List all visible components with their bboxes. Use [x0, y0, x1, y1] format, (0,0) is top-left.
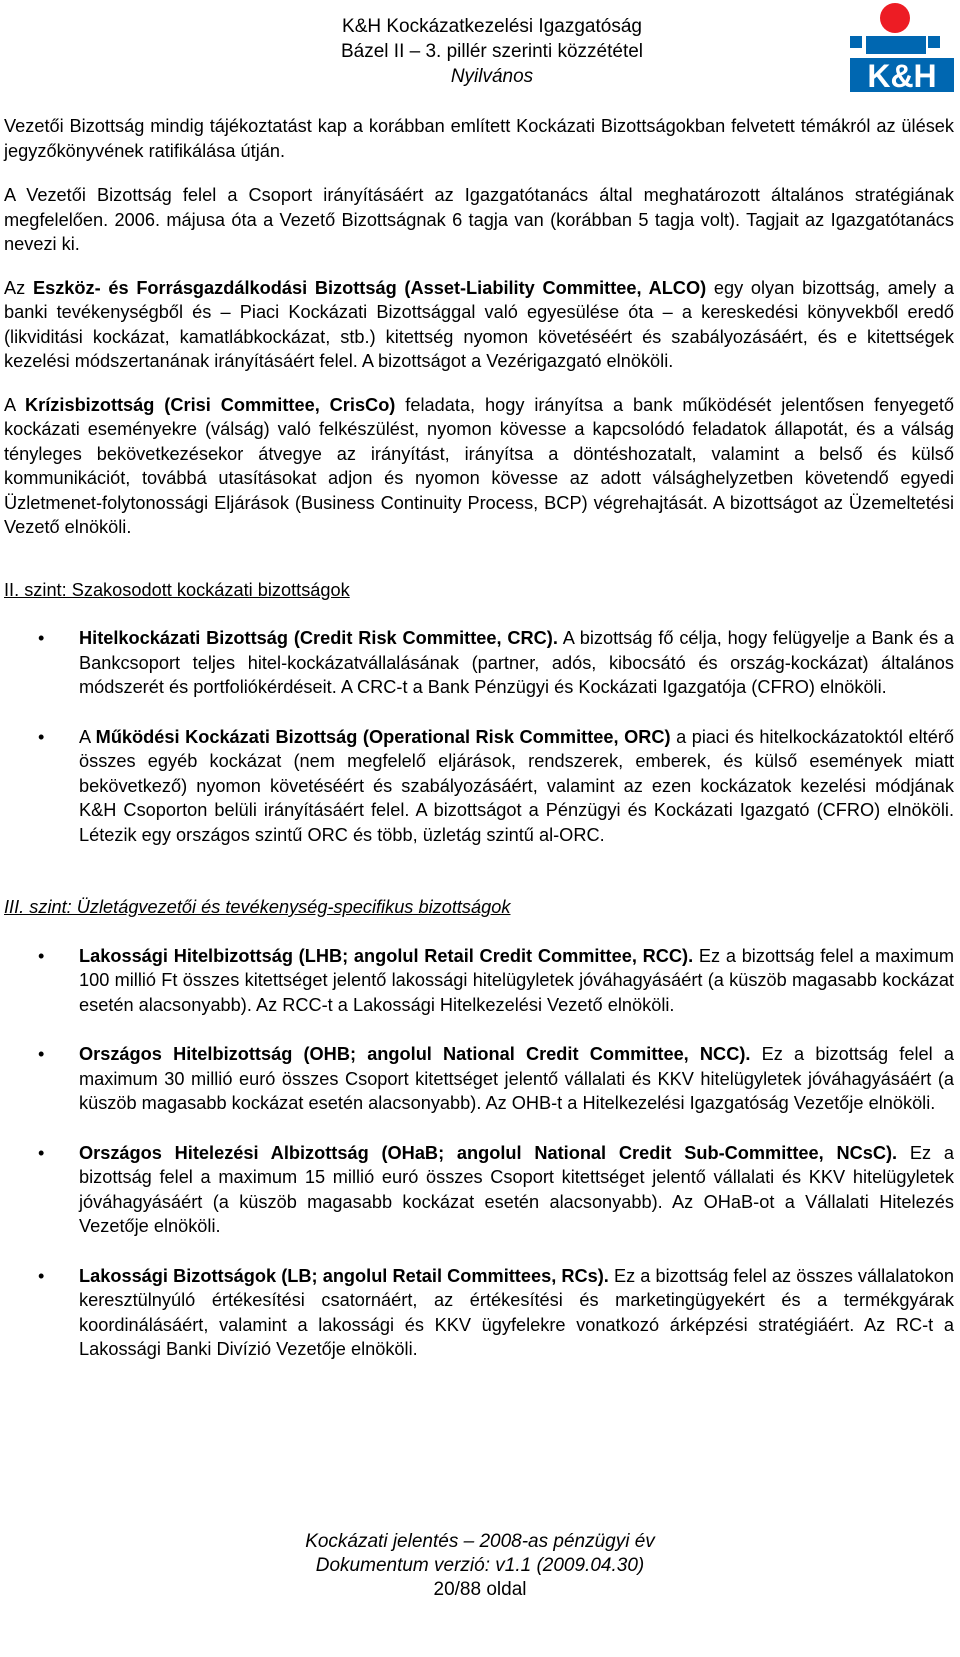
header-subtitle: Bázel II – 3. pillér szerinti közzététel [340, 41, 644, 62]
logo-text: K&H [867, 58, 937, 94]
term-crc: Hitelkockázati Bizottság (Credit Risk Committee, CRC). [79, 628, 558, 648]
header-department: K&H Kockázatkezelési Igazgatóság [342, 16, 642, 37]
bullet-icon: • [38, 1142, 45, 1163]
header-classification: Nyilvános [450, 66, 534, 87]
term-crisco: Krízisbizottság (Crisi Committee, CrisCo) [25, 394, 396, 415]
term-orc: Működési Kockázati Bizottság (Operational Risk Committee, ORC) [95, 726, 671, 747]
footer-version: Dokumentum verzió: v1.1 (2009.04.30) [315, 1555, 645, 1576]
list-item-ncc [4, 1042, 954, 1116]
section-heading-level-3: III. szint: Üzletágvezetői és tevékenység-specifikus bizottságok [4, 897, 511, 917]
text: a piaci és hitelkockázatoktól eltérő összes egyéb kockázat (nem megfelelő eljárások, rendszerek, emberek, és külső események miatt bekövetkező) nyomon követéséért és szabályozásáért, valamint az ezen kockázatok kezelési módjának K&H Csoporton belüli irányításáért felel. A bizottságot a Pénzügyi és Kockázati Igazgató (CFRO) elnököli. Létezik egy országos szintű ORC és több, üzletág szintű al-ORC. [79, 726, 954, 845]
text: Ez a bizottság felel a maximum 30 millió euró összes Csoport kitettséget jelentő vállalati és KKV hitelügyletek jóváhagyásáért (a küszöb magasabb kockázat esetén alacsonyabb). Az OHB-t a Hitelkezelési Igazgatóság Vezetője elnököli. [79, 1044, 954, 1113]
term-alco: Eszköz- és Forrásgazdálkodási Bizottság (Asset-Liability Committee, ALCO) [32, 277, 707, 298]
term-ncc: Országos Hitelbizottság (OHB; angolul National Credit Committee, NCC). [79, 1044, 751, 1064]
text: A [4, 394, 26, 415]
text: A bizottság fő célja, hogy felügyelje a Bank és a Bankcsoport teljes hitel-kockázatvállalásának (partner, adós, kibocsátó és ország-kockázat) általános módszerét és portfoliókérdéseit. A CRC-t a Bank Pénzügyi és Kockázati Igazgatója (CFRO) elnököli. [79, 628, 954, 697]
text: feladata, hogy irányítsa a bank működését jelentősen fenyegető kockázati eseményekre (válság) való felkészülést, nyomon kövesse a kapcsolódó feladatok állapotát, és a válság tényleges bekövetkezésekor átvegye az irányítást, irányítsa a döntéshozatalt, valamint a belső és külső kommunikációt, továbbá utasításokat adjon és nyomon kövesse az adott válsághelyzetben követendő egyedi Üzletmenet-folytonossági Eljárások (Business Continuity Process, BCP) végrehajtását. A bizottságot az Üzemeltetési Vezető elnököli. [4, 394, 954, 537]
kh-logo-graphic [836, 0, 956, 100]
level-3-committee-list [4, 944, 954, 1362]
term-ncsc: Országos Hitelezési Albizottság (OHaB; angolul National Credit Sub-Committee, NCsC). [79, 1142, 898, 1163]
list-item-rcs [4, 1264, 954, 1362]
text: Ez a bizottság felel az összes vállalatokon keresztülnyúló értékesítési csatornáért, az értékesítési és marketingügyekért és a termékgyárak koordinálásáért, valamint a lakossági és KKV ügyfelekre vonatkozó árképzési stratégiáért. Az RC-t a Lakossági Banki Divízió Vezetője elnököli. [79, 1265, 954, 1359]
document-body [4, 114, 954, 1387]
term-rcc: Lakossági Hitelbizottság (LHB; angolul Retail Credit Committee, RCC). [79, 945, 694, 966]
list-item-ncsc [4, 1141, 954, 1239]
section-heading-level-2: II. szint: Szakosodott kockázati bizottságok [4, 579, 350, 600]
list-item-orc [4, 725, 954, 848]
term-rcs: Lakossági Bizottságok (LB; angolul Retail Committees, RCs). [79, 1265, 609, 1286]
bullet-icon: • [38, 1044, 45, 1064]
document-header [312, 14, 672, 89]
paragraph: A Vezetői Bizottság felel a Csoport irányításáért az Igazgatótanács által meghatározott általános stratégiának megfelelően. 2006. májusa óta a Vezető Bizottságnak 6 tagja van (korábban 5 tagja volt). Tagjait az Igazgatótanács nevezi ki. [4, 185, 954, 254]
level-2-committee-list [4, 626, 954, 847]
footer-report-title: Kockázati jelentés – 2008-as pénzügyi év [305, 1531, 655, 1552]
text: Ez a bizottság felel a maximum 15 millió euró összes Csoport kitettséget jelentő vállalati és KKV hitelügyletek jóváhagyásáért (a küszöb magasabb kockázat esetén alacsonyabb). Az OHaB-ot a Vállalati Hitelezés Vezetője elnököli. [79, 1142, 954, 1236]
text: egy olyan bizottság, amely a banki tevékenységből és – Piaci Kockázati Bizottsággal való egyesülése óta – a kereskedési könyvekből eredő (likviditási kockázat, kamatlábkockázat, stb.) kitettség nyomon követéséért és szabályozásáért, és e kitettségek kezelési módszertanának irányításáért felel. A bizottságot a Vezérigazgató elnököli. [4, 277, 955, 371]
bullet-icon: • [38, 726, 45, 747]
text: A [79, 726, 96, 747]
document-footer [0, 1530, 960, 1602]
list-item-crc [4, 626, 954, 700]
paragraph: Vezetői Bizottság mindig tájékoztatást kap a korábban említett Kockázati Bizottságokban felvetett témákról az ülések jegyzőkönyvének ratifikálása útján. [4, 116, 954, 161]
kh-logo [836, 0, 956, 100]
text: Ez a bizottság felel a maximum 100 millió Ft összes kitettséget jelentő lakossági hitelügyletek jóváhagyásáért (a küszöb magasabb kockázat esetén alacsonyabb). Az RCC-t a Lakossági Hitelkezelési Vezető elnököli. [79, 945, 954, 1015]
page-number: 20/88 oldal [433, 1579, 527, 1600]
bullet-icon: • [38, 1265, 45, 1286]
bullet-icon: • [38, 628, 45, 648]
text: Az [4, 277, 33, 298]
list-item-rcc [4, 944, 954, 1018]
paragraph-crisco [4, 393, 954, 540]
bullet-icon: • [38, 945, 45, 966]
paragraph-alco [4, 276, 954, 374]
